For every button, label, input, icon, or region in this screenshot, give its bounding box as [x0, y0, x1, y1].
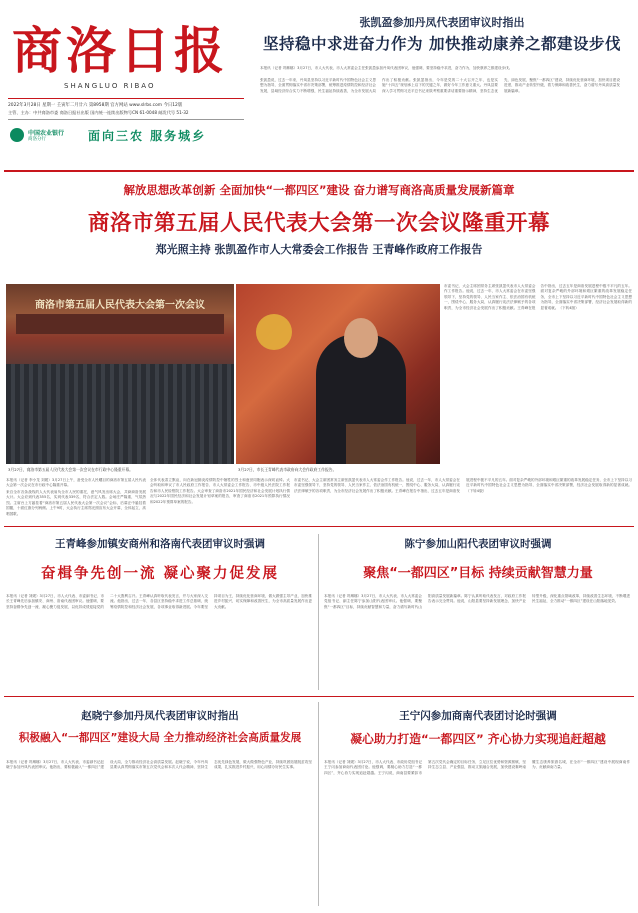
masthead-pinyin: SHANGLUO RIBAO: [64, 82, 156, 90]
story-right-headline: 聚焦“一都四区”目标 持续贡献智慧力量: [363, 566, 593, 581]
top-article-kicker: 张凯盈参加丹凤代表团审议时指出: [359, 16, 525, 29]
story-bl-headline: 积极融入“一都四区”建设大局 全力推动经济社会高质量发展: [18, 732, 302, 744]
photo-hall: [6, 284, 234, 464]
lead-article-mid: 全体代表肃立默哀，向在新冠肺炎疫情防控中牺牲的烈士和逝世同胞表示深切哀悼。大会听取和审议了市人民政府工作报告、市人大常委会工作报告、市中级人民法院工作报告和市人民检察院工作报告。大会审查了商洛市2021年国民经济和社会发展计划执行情况与2022年国民经济和社会发展计划草案的报告，审查了商洛市2021年预算执行情况和2022年预算草案的报告。: [150, 478, 290, 504]
masthead: [4, 6, 244, 171]
top-article-body: 张凯盈说，过去一年来，丹凤县坚持以习近平新时代中国特色社会主义思想为指导，全面贯彻落实中省市决策部署，统筹推进疫情防控和经济社会发展，县域经济综合实力不断增强，民生福祉持续改善，为全市发展大局作出了积极贡献。张凯盈指出，今年是党的二十大召开之年，也是实施“十四五”规划承上启下的关键之年，做好今年工作意义重大。丹凤县要深入学习贯彻习近平总书记来陕考察重要讲话重要指示精神，坚持生态优先、绿色发展，聚焦“一都四区”建设，持续优化营商环境，加快项目建设进度，推动产业转型升级，着力保障和改善民生，奋力谱写丹凤高质量发展新篇章。: [260, 78, 620, 93]
bank-slogan: 面向三农 服务城乡: [88, 129, 207, 143]
bank-ad: [8, 124, 244, 154]
story-left-body: 本报讯（记者 刘媛）3月27日，市人大代表、市委副书记、市长王青峰先后参加镇安、商州、洛南代表团审议。他强调，要坚持奋楫争先创一流、凝心聚力促发展，以优异成绩迎接党的二十大胜利召开。王青峰认真听取代表发言，并与大家深入交流。他指出，过去一年，各县区坚持稳中求进工作总基调，统筹疫情防控和经济社会发展，各项事业取得新进展。今年要坚持项目为王，持续优化营商环境，做大做强主导产业，加快推进乡村振兴，切实保障和改善民生，为全市高质量发展作出更大贡献。: [6, 594, 312, 609]
lead-article-left: 来自全市各条战线的人大代表肩负全市人民的重托，意气风发出席大会，共商商洛发展大计。大会应到代表355名，实到代表339名，符合法定人数。会场庄严隆重，气氛热烈。主席台上方悬挂着“商洛市第五届人民代表大会第一次会议”会标，后幕正中悬挂着国徽，十面红旗分列两侧。上午9时，大会执行主席郑光照宣布大会开幕，全体起立，高唱国歌。: [6, 490, 146, 516]
story-bottom-right: [322, 700, 634, 908]
story-bottom-left: [4, 700, 316, 908]
lead-article-continued: 市委书记、大会主席团常务主席张凯盈代表市人大常委会作工作报告。他说，过去一年，市人大常委会在市委坚强领导下，坚持党的领导、人民当家作主、依法治国有机统一，围绕中心、服务大局，认真履行宪法法律赋予的各项职责，为全市经济社会发展作出了积极贡献。王青峰在报告中指出，过去五年是商洛发展进程中极不平凡的五年。面对复杂严峻的外部环境和艰巨繁重的改革发展稳定任务，全市上下坚持以习近平新时代中国特色社会主义思想为指导，全面落实中省决策部署，经济社会发展取得新的显著成就。（下转4版）: [294, 478, 632, 493]
banner-subhead: 解放思想改革创新 全面加快“一都四区”建设 奋力谱写商洛高质量发展新篇章: [123, 183, 515, 197]
story-bl-kicker: 赵晓宁参加丹凤代表团审议时指出: [81, 710, 239, 722]
top-article-headline: 坚持稳中求进奋力作为 加快推动康养之都建设步伐: [263, 35, 621, 53]
speaker-caption: 3月27日，市长王青峰代表市政府向大会作政府工作报告。: [238, 467, 337, 472]
story-right: [322, 532, 634, 692]
national-emblem-icon: [256, 314, 292, 350]
story-right-body: 本报讯（记者 巩琳娜）3月27日，市人大代表、市人大常委会党组书记、副主任陈宁参加山阳代表团审议。他强调，要聚焦“一都四区”目标，持续贡献智慧和力量，奋力谱写新时代山阳高质量发展新篇章。陈宁认真听取代表发言，对政府工作报告表示完全赞同。他说，山阳县要坚持新发展理念，加快产业转型升级，深化重点领域改革，持续改善生态环境，不断增进民生福祉，全力推动“一都四区”建设在山阳落地见效。: [324, 594, 630, 609]
story-left-headline: 奋楫争先创一流 凝心聚力促发展: [40, 566, 280, 582]
abc-logo-icon: [10, 128, 24, 142]
masthead-title: 商洛日报: [12, 21, 228, 80]
story-left: [4, 532, 316, 692]
photo-speaker: [236, 284, 440, 464]
story-right-kicker: 陈宁参加山阳代表团审议时强调: [404, 538, 552, 550]
masthead-org-line: 主管、主办：中共商洛市委 商洛日报社出版 国内统一连续出版物号CN 61-0048 邮发代号 51-32: [8, 110, 189, 115]
bank-name: 中国农业银行: [28, 130, 65, 137]
story-br-kicker: 王宁闪参加商南代表团讨论时强调: [399, 710, 557, 722]
hall-banner: 商洛市第五届人民代表大会第一次会议: [35, 300, 205, 311]
top-article: [250, 14, 634, 170]
lead-article-byline: 本报讯（记者 李小龙 刘媛）3月27日上午，备受全市人民瞩目的商洛市第五届人民代表大会第一次会议在市行政中心隆重开幕。: [6, 478, 146, 488]
bank-sub: 商洛分行: [28, 137, 46, 142]
story-left-kicker: 王青峰参加镇安商州和洛南代表团审议时强调: [55, 538, 265, 550]
story-br-body: 本报讯（记者 刘媛）3月27日，市人大代表、市政协党组书记王宁闪参加商南代表团讨论。他强调，要凝心助力打造“一都四区”，齐心协力实现追赶超越。王宁闪说，商南县要紧扣市第五次党代会确定的目标任务，立足区位优势和资源禀赋，坚持生态立县、产业强县，推动文旅融合发展，加快建设秦岭南麓生态康养旅游名城，在全市“一都四区”建设中展现商南作为、贡献商南力量。: [324, 760, 630, 775]
story-br-headline: 凝心助力打造“一都四区” 齐心协力实现追赶超越: [350, 732, 606, 746]
lead-article-right: 市委书记、大会主席团常务主席张凯盈代表市人大常委会作工作报告。他说，过去一年，市人大常委会在市委坚强领导下，坚持党的领导、人民当家作主、依法治国有机统一，围绕中心、服务大局，认真履行宪法法律赋予的各项职责，为全市经济社会发展作出了积极贡献。王青峰在报告中指出，过去五年是商洛发展进程中极不平凡的五年。面对复杂严峻的外部环境和艰巨繁重的改革发展稳定任务，全市上下坚持以习近平新时代中国特色社会主义思想为指导，全面落实中省决策部署，经济社会发展取得新的显著成就。（下转4版）: [444, 284, 632, 310]
banner-headline: 商洛市第五届人民代表大会第一次会议隆重开幕: [87, 211, 550, 236]
banner-deck: 郑光照主持 张凯盈作市人大常委会工作报告 王青峰作政府工作报告: [155, 243, 483, 256]
hall-caption: 3月27日，商洛市第五届人民代表大会第一次会议在市行政中心隆重开幕。: [8, 467, 133, 472]
masthead-date-line: 2022年3月28日 星期一 壬寅年二月廿六 第8958期 官方网站 www.slrbs.com 今日12版: [8, 103, 183, 108]
top-article-byline: 本报讯（记者 巩琳娜）3月27日，市人大代表、市人大常委会主任张凯盈参加丹凤代表团审议，他强调，要坚持稳中求进，奋力作为，加快康养之都建设步伐。: [260, 66, 513, 70]
story-bl-body: 本报讯（记者 巩琳娜）3月27日，市人大代表、市委副书记赵晓宁参加丹凤代表团审议。他指出，要积极融入“一都四区”建设大局，全力推动经济社会高质量发展。赵晓宁说，今年丹凤县要认真贯彻落实市第五次党代会和本次人代会精神，坚持生态优先绿色发展，做大做强特色产业，持续巩固拓展脱贫攻坚成果，扎实推进乡村振兴，用心用情办好民生实事。: [6, 760, 312, 770]
